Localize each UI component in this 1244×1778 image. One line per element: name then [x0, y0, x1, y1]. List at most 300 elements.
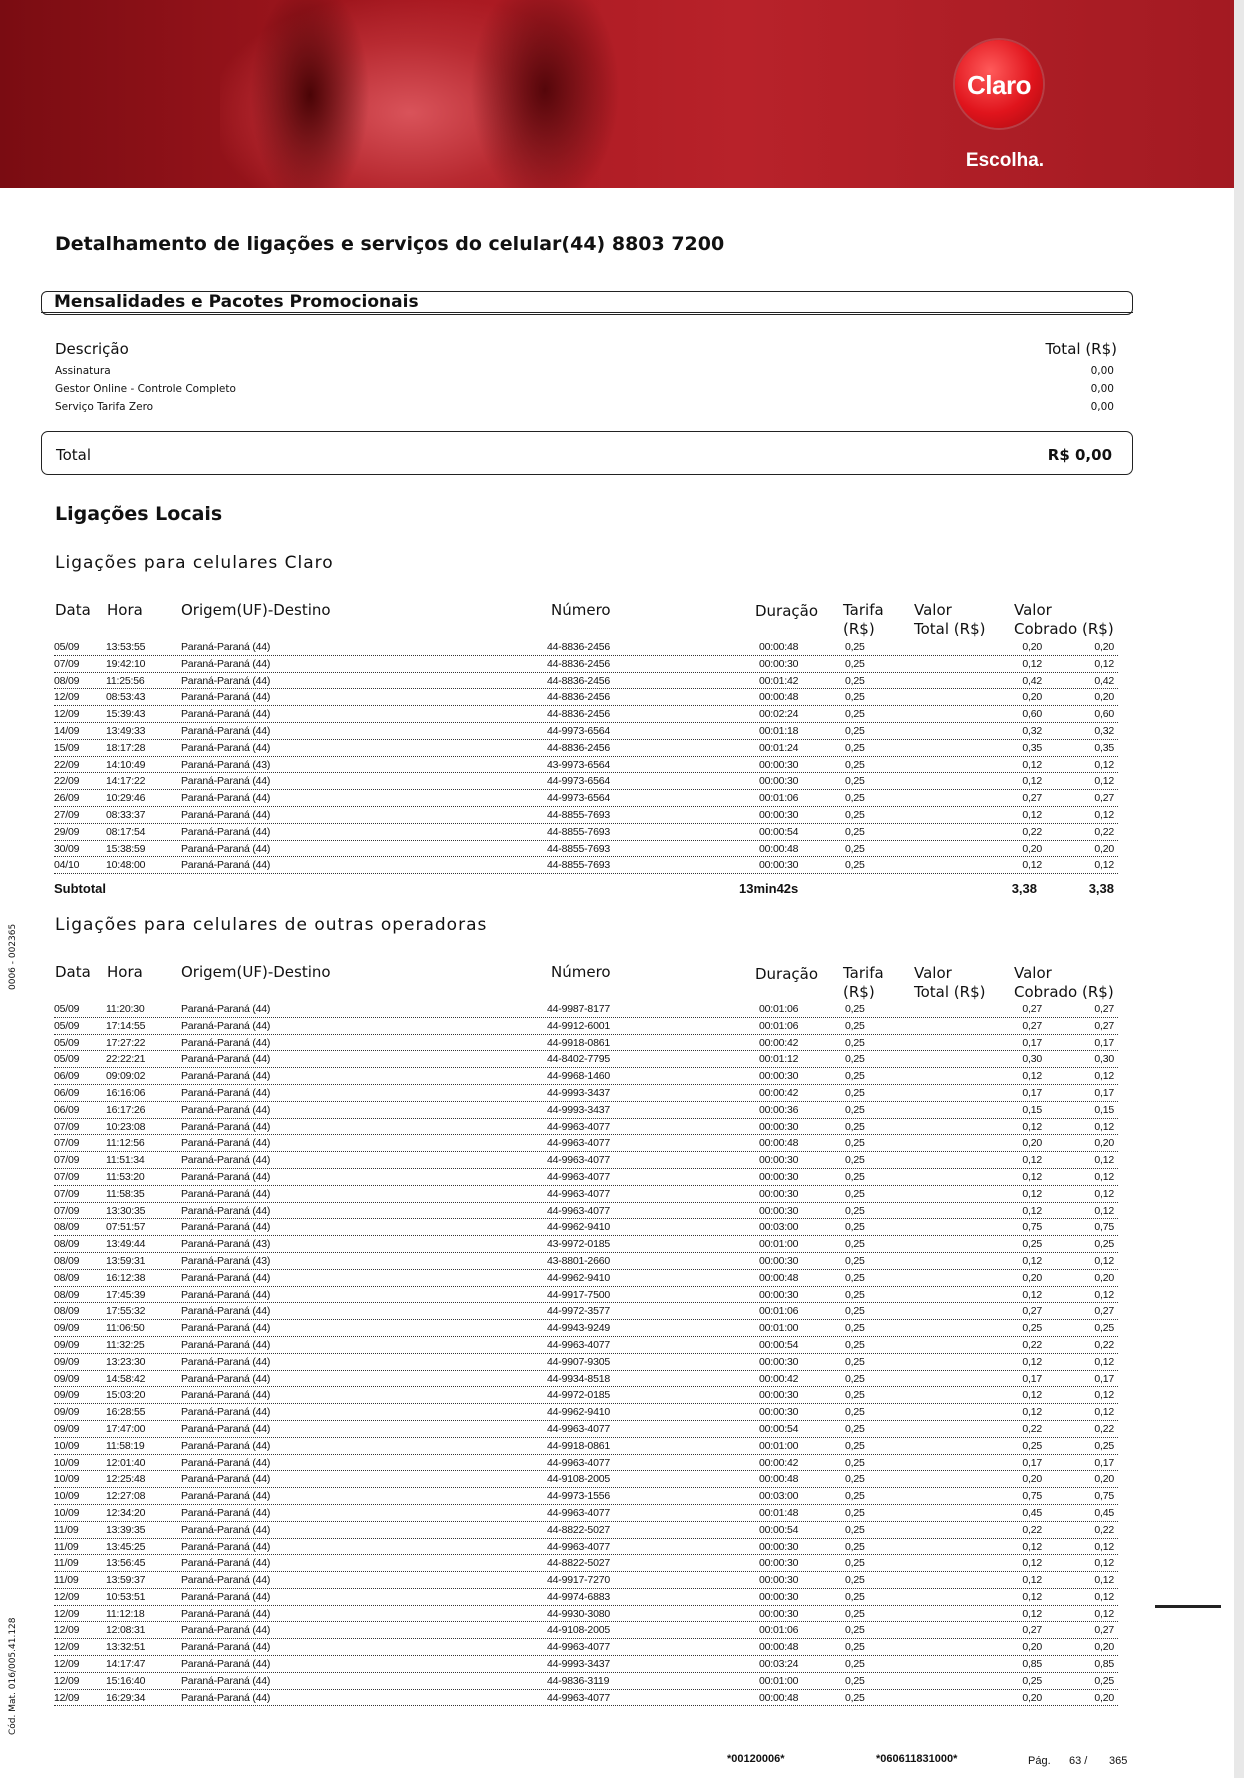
call-duration: 00:00:30	[759, 1389, 799, 1402]
call-tariff: 0,25	[845, 1372, 865, 1385]
call-charged-value: 0,12	[1094, 775, 1114, 788]
table-row	[54, 641, 1118, 658]
mensalidades-total-box	[41, 431, 1133, 475]
dotted-leader	[54, 1017, 1118, 1018]
call-date: 12/09	[54, 708, 80, 721]
dotted-leader	[54, 1420, 1118, 1421]
call-time: 16:29:34	[106, 1691, 146, 1704]
call-origin: Paraná-Paraná (43)	[181, 758, 271, 771]
call-total-value: 0,30	[1022, 1053, 1042, 1066]
call-tariff: 0,25	[845, 724, 865, 737]
call-duration: 00:00:30	[759, 1590, 799, 1603]
call-origin: Paraná-Paraná (44)	[181, 1574, 271, 1587]
call-duration: 00:01:00	[759, 1238, 799, 1251]
call-time: 13:39:35	[106, 1523, 146, 1536]
table-row	[54, 1473, 1118, 1490]
call-charged-value: 0,12	[1094, 1389, 1114, 1402]
call-time: 16:28:55	[106, 1406, 146, 1419]
dotted-leader	[54, 1403, 1118, 1404]
call-tariff: 0,25	[845, 641, 865, 653]
call-total-value: 0,12	[1022, 1540, 1042, 1553]
call-date: 10/09	[54, 1490, 80, 1503]
call-origin: Paraná-Paraná (44)	[181, 1691, 271, 1704]
call-origin: Paraná-Paraná (44)	[181, 1305, 271, 1318]
call-tariff: 0,25	[845, 1019, 865, 1032]
dotted-leader	[54, 1185, 1118, 1186]
item-total: 0,00	[1090, 365, 1114, 377]
dotted-leader	[54, 1370, 1118, 1371]
call-time: 13:59:31	[106, 1254, 146, 1267]
call-charged-value: 0,17	[1094, 1372, 1114, 1385]
table-row	[54, 1188, 1118, 1205]
call-time: 16:12:38	[106, 1271, 146, 1284]
call-tariff: 0,25	[845, 1238, 865, 1251]
call-number: 44-8836-2456	[547, 657, 610, 670]
call-origin: Paraná-Paraná (44)	[181, 1120, 271, 1133]
table-row	[54, 1020, 1118, 1037]
call-time: 09:09:02	[106, 1070, 146, 1083]
call-time: 14:17:47	[106, 1658, 146, 1671]
call-origin: Paraná-Paraná (44)	[181, 859, 271, 872]
call-origin: Paraná-Paraná (44)	[181, 1406, 271, 1419]
call-tariff: 0,25	[845, 1590, 865, 1603]
call-time: 10:48:00	[106, 859, 146, 872]
call-origin: Paraná-Paraná (44)	[181, 1456, 271, 1469]
call-time: 13:49:44	[106, 1238, 146, 1251]
call-total-value: 0,17	[1022, 1086, 1042, 1099]
table-row	[54, 1070, 1118, 1087]
call-tariff: 0,25	[845, 1422, 865, 1435]
call-tariff: 0,25	[845, 1523, 865, 1536]
call-time: 17:14:55	[106, 1019, 146, 1032]
footer-page-total: 365	[1109, 1755, 1128, 1767]
call-number: 44-9963-4077	[547, 1170, 610, 1183]
call-date: 11/09	[54, 1523, 79, 1536]
call-charged-value: 0,12	[1094, 859, 1114, 872]
mensalidades-rule	[41, 312, 1133, 313]
claro-calls-table	[54, 641, 1118, 876]
table-row	[54, 1272, 1118, 1289]
call-date: 06/09	[54, 1103, 80, 1116]
call-charged-value: 0,12	[1094, 1154, 1114, 1167]
dotted-leader	[54, 1689, 1118, 1690]
call-charged-value: 0,60	[1094, 708, 1114, 721]
subtotal-valor-cobrado: 3,38	[1088, 881, 1114, 896]
item-desc: Assinatura	[55, 365, 111, 377]
dotted-leader	[54, 1302, 1118, 1303]
dotted-leader	[54, 1638, 1118, 1639]
table-row	[54, 708, 1118, 725]
dotted-leader	[54, 1487, 1118, 1488]
table-row	[54, 1675, 1118, 1692]
call-total-value: 0,22	[1022, 1338, 1042, 1351]
call-tariff: 0,25	[845, 1036, 865, 1049]
call-tariff: 0,25	[845, 1439, 865, 1452]
call-total-value: 0,15	[1022, 1103, 1042, 1116]
dotted-leader	[54, 789, 1118, 790]
table-row	[54, 1121, 1118, 1138]
call-date: 27/09	[54, 808, 80, 821]
call-origin: Paraná-Paraná (44)	[181, 1557, 271, 1570]
call-total-value: 0,20	[1022, 1691, 1042, 1704]
call-charged-value: 0,85	[1094, 1658, 1114, 1671]
logo-text: Claro	[967, 70, 1031, 100]
call-date: 08/09	[54, 674, 80, 687]
dotted-leader	[54, 1672, 1118, 1673]
call-origin: Paraná-Paraná (44)	[181, 1372, 271, 1385]
call-charged-value: 0,45	[1094, 1506, 1114, 1519]
table-row	[54, 1154, 1118, 1171]
call-total-value: 0,20	[1022, 842, 1042, 855]
table-row	[54, 859, 1118, 876]
call-total-value: 0,12	[1022, 1355, 1042, 1368]
call-number: 44-9918-0861	[547, 1439, 610, 1452]
call-time: 16:17:26	[106, 1103, 146, 1116]
call-number: 44-8836-2456	[547, 691, 610, 704]
call-date: 22/09	[54, 758, 80, 771]
call-total-value: 0,12	[1022, 1389, 1042, 1402]
call-origin: Paraná-Paraná (44)	[181, 1154, 271, 1167]
col-valor-total	[914, 964, 985, 1002]
col-tarifa	[843, 601, 884, 639]
call-tariff: 0,25	[845, 1137, 865, 1150]
call-duration: 00:00:42	[759, 1456, 799, 1469]
call-date: 08/09	[54, 1238, 80, 1251]
call-time: 11:58:35	[106, 1187, 145, 1200]
call-duration: 00:01:42	[759, 674, 799, 687]
call-origin: Paraná-Paraná (44)	[181, 1338, 271, 1351]
col-valor-total-label: Valor	[914, 964, 952, 982]
call-time: 12:08:31	[106, 1624, 146, 1637]
call-tariff: 0,25	[845, 1490, 865, 1503]
dotted-leader	[54, 1386, 1118, 1387]
call-total-value: 0,22	[1022, 825, 1042, 838]
call-charged-value: 0,12	[1094, 1204, 1114, 1217]
call-number: 44-9934-8518	[547, 1372, 610, 1385]
call-origin: Paraná-Paraná (44)	[181, 657, 271, 670]
call-total-value: 0,12	[1022, 1204, 1042, 1217]
call-number: 44-9943-9249	[547, 1322, 610, 1335]
call-number: 44-9973-6564	[547, 724, 610, 737]
call-number: 44-9963-4077	[547, 1204, 610, 1217]
call-duration: 00:00:42	[759, 1372, 799, 1385]
call-total-value: 0,32	[1022, 724, 1042, 737]
dotted-leader	[54, 856, 1118, 857]
table-row	[54, 809, 1118, 826]
call-date: 07/09	[54, 1187, 80, 1200]
call-time: 13:45:25	[106, 1540, 146, 1553]
col-data: Data	[55, 963, 91, 981]
dotted-leader	[54, 1470, 1118, 1471]
call-origin: Paraná-Paraná (44)	[181, 1221, 271, 1234]
dotted-leader	[54, 1034, 1118, 1035]
table-row	[54, 1524, 1118, 1541]
call-date: 05/09	[54, 641, 80, 653]
call-time: 08:33:37	[106, 808, 146, 821]
call-duration: 00:03:00	[759, 1490, 799, 1503]
call-total-value: 0,12	[1022, 1590, 1042, 1603]
col-tarifa-label: Tarifa	[843, 601, 884, 619]
call-time: 07:51:57	[106, 1221, 146, 1234]
call-tariff: 0,25	[845, 1003, 865, 1015]
call-total-value: 0,17	[1022, 1456, 1042, 1469]
dotted-leader	[54, 1521, 1118, 1522]
call-date: 09/09	[54, 1389, 80, 1402]
dotted-leader	[54, 1235, 1118, 1236]
call-origin: Paraná-Paraná (44)	[181, 1355, 271, 1368]
call-total-value: 0,12	[1022, 657, 1042, 670]
call-total-value: 0,35	[1022, 741, 1042, 754]
table-row	[54, 1440, 1118, 1457]
call-number: 44-8822-5027	[547, 1523, 610, 1536]
call-duration: 00:00:30	[759, 1540, 799, 1553]
table-row	[54, 1221, 1118, 1238]
claro-logo	[955, 40, 1043, 128]
call-origin: Paraná-Paraná (44)	[181, 1389, 271, 1402]
call-total-value: 0,25	[1022, 1238, 1042, 1251]
call-date: 07/09	[54, 1137, 80, 1150]
call-date: 06/09	[54, 1070, 80, 1083]
call-charged-value: 0,12	[1094, 1187, 1114, 1200]
col-data: Data	[55, 601, 91, 619]
call-total-value: 0,75	[1022, 1221, 1042, 1234]
call-origin: Paraná-Paraná (44)	[181, 641, 271, 653]
dotted-leader	[54, 1118, 1118, 1119]
call-time: 22:22:21	[106, 1053, 146, 1066]
call-tariff: 0,25	[845, 758, 865, 771]
col-valor-cobrado	[1014, 601, 1114, 639]
call-duration: 00:01:48	[759, 1506, 799, 1519]
call-duration: 00:00:30	[759, 1170, 799, 1183]
call-charged-value: 0,17	[1094, 1036, 1114, 1049]
call-time: 12:25:48	[106, 1473, 146, 1486]
page-edge	[1234, 0, 1244, 1778]
call-time: 11:25:56	[106, 674, 145, 687]
call-number: 44-8836-2456	[547, 708, 610, 721]
call-tariff: 0,25	[845, 674, 865, 687]
call-duration: 00:00:30	[759, 1204, 799, 1217]
call-number: 44-8855-7693	[547, 842, 610, 855]
call-duration: 00:00:30	[759, 1607, 799, 1620]
call-number: 44-8836-2456	[547, 741, 610, 754]
call-tariff: 0,25	[845, 1120, 865, 1133]
call-time: 17:45:39	[106, 1288, 146, 1301]
footer-code-2: *060611831000*	[876, 1753, 958, 1765]
call-number: 44-9962-9410	[547, 1406, 610, 1419]
call-duration: 00:01:06	[759, 1305, 799, 1318]
call-date: 11/09	[54, 1574, 79, 1587]
call-duration: 00:00:30	[759, 1574, 799, 1587]
col-valor-total-label: Valor	[914, 601, 952, 619]
call-time: 17:27:22	[106, 1036, 146, 1049]
call-tariff: 0,25	[845, 1691, 865, 1704]
table-row	[54, 1171, 1118, 1188]
call-origin: Paraná-Paraná (44)	[181, 1086, 271, 1099]
dotted-leader	[54, 722, 1118, 723]
call-date: 08/09	[54, 1271, 80, 1284]
call-charged-value: 0,22	[1094, 1422, 1114, 1435]
call-total-value: 0,25	[1022, 1674, 1042, 1687]
call-number: 44-9973-1556	[547, 1490, 610, 1503]
call-date: 05/09	[54, 1053, 80, 1066]
table-row	[54, 1692, 1118, 1709]
col-valor-cobrado	[1014, 964, 1114, 1002]
call-date: 07/09	[54, 1154, 80, 1167]
call-duration: 00:00:30	[759, 1355, 799, 1368]
call-number: 44-9963-4077	[547, 1137, 610, 1150]
outras-calls-table	[54, 1003, 1118, 1708]
table-row	[54, 826, 1118, 843]
call-charged-value: 0,12	[1094, 1590, 1114, 1603]
dotted-leader	[54, 1538, 1118, 1539]
call-tariff: 0,25	[845, 657, 865, 670]
dotted-leader	[54, 1336, 1118, 1337]
dotted-leader	[54, 655, 1118, 656]
call-tariff: 0,25	[845, 741, 865, 754]
call-tariff: 0,25	[845, 1271, 865, 1284]
item-total: 0,00	[1090, 383, 1114, 395]
call-charged-value: 0,27	[1094, 792, 1114, 805]
call-date: 05/09	[54, 1019, 80, 1032]
call-total-value: 0,25	[1022, 1439, 1042, 1452]
dotted-leader	[54, 1134, 1118, 1135]
call-date: 09/09	[54, 1422, 80, 1435]
call-number: 44-9963-4077	[547, 1540, 610, 1553]
call-date: 08/09	[54, 1221, 80, 1234]
call-duration: 00:01:00	[759, 1674, 799, 1687]
call-tariff: 0,25	[845, 1473, 865, 1486]
call-total-value: 0,12	[1022, 1120, 1042, 1133]
col-valor-total-label-2: Total (R$)	[914, 983, 986, 1001]
col-tarifa-label: Tarifa	[843, 964, 884, 982]
call-number: 44-9963-4077	[547, 1338, 610, 1351]
call-time: 11:32:25	[106, 1338, 145, 1351]
call-total-value: 0,17	[1022, 1036, 1042, 1049]
call-origin: Paraná-Paraná (44)	[181, 741, 271, 754]
call-duration: 00:00:30	[759, 657, 799, 670]
call-number: 44-9963-4077	[547, 1187, 610, 1200]
call-origin: Paraná-Paraná (44)	[181, 1322, 271, 1335]
table-row	[54, 1608, 1118, 1625]
col-descricao: Descrição	[55, 340, 129, 358]
dotted-leader	[54, 1437, 1118, 1438]
call-date: 09/09	[54, 1322, 80, 1335]
call-duration: 00:03:00	[759, 1221, 799, 1234]
call-charged-value: 0,12	[1094, 1120, 1114, 1133]
call-time: 12:01:40	[106, 1456, 146, 1469]
call-origin: Paraná-Paraná (44)	[181, 1187, 271, 1200]
table-row	[54, 1104, 1118, 1121]
call-origin: Paraná-Paraná (44)	[181, 674, 271, 687]
call-origin: Paraná-Paraná (43)	[181, 1254, 271, 1267]
call-time: 13:59:37	[106, 1574, 146, 1587]
col-origem: Origem(UF)-Destino	[181, 963, 331, 981]
call-number: 44-9963-4077	[547, 1154, 610, 1167]
call-number: 44-9918-0861	[547, 1036, 610, 1049]
table-row	[54, 1305, 1118, 1322]
call-total-value: 0,85	[1022, 1658, 1042, 1671]
call-number: 44-9963-4077	[547, 1506, 610, 1519]
call-origin: Paraná-Paraná (44)	[181, 1070, 271, 1083]
call-origin: Paraná-Paraná (44)	[181, 1490, 271, 1503]
call-date: 12/09	[54, 1590, 80, 1603]
table-row	[54, 792, 1118, 809]
call-date: 10/09	[54, 1506, 80, 1519]
call-charged-value: 0,20	[1094, 1137, 1114, 1150]
call-date: 07/09	[54, 1120, 80, 1133]
call-charged-value: 0,20	[1094, 1473, 1114, 1486]
call-charged-value: 0,20	[1094, 1641, 1114, 1654]
call-total-value: 0,27	[1022, 792, 1042, 805]
call-time: 17:55:32	[106, 1305, 146, 1318]
call-origin: Paraná-Paraná (44)	[181, 1658, 271, 1671]
call-total-value: 0,12	[1022, 1607, 1042, 1620]
call-duration: 00:00:48	[759, 1691, 799, 1704]
table-row	[54, 1406, 1118, 1423]
call-tariff: 0,25	[845, 1170, 865, 1183]
call-tariff: 0,25	[845, 691, 865, 704]
call-origin: Paraná-Paraná (44)	[181, 1422, 271, 1435]
call-time: 12:27:08	[106, 1490, 146, 1503]
table-row	[54, 1289, 1118, 1306]
call-time: 11:20:30	[106, 1003, 145, 1015]
dotted-leader	[54, 672, 1118, 673]
call-total-value: 0,12	[1022, 1170, 1042, 1183]
call-tariff: 0,25	[845, 1506, 865, 1519]
call-duration: 00:00:42	[759, 1036, 799, 1049]
call-duration: 00:02:24	[759, 708, 799, 721]
call-total-value: 0,42	[1022, 674, 1042, 687]
call-number: 44-9963-4077	[547, 1422, 610, 1435]
call-total-value: 0,60	[1022, 708, 1042, 721]
col-hora: Hora	[107, 963, 143, 981]
call-number: 44-9108-2005	[547, 1473, 610, 1486]
table-row	[54, 1557, 1118, 1574]
call-duration: 00:01:06	[759, 1003, 799, 1015]
call-tariff: 0,25	[845, 1305, 865, 1318]
call-duration: 00:01:12	[759, 1053, 799, 1066]
call-total-value: 0,12	[1022, 859, 1042, 872]
dotted-leader	[54, 1621, 1118, 1622]
call-date: 26/09	[54, 792, 80, 805]
call-duration: 00:00:30	[759, 1187, 799, 1200]
table-row	[54, 843, 1118, 860]
call-duration: 00:00:30	[759, 1254, 799, 1267]
col-valor-cobrado-label-2: Cobrado (R$)	[1014, 620, 1114, 638]
call-charged-value: 0,27	[1094, 1003, 1114, 1015]
call-time: 15:39:43	[106, 708, 146, 721]
call-origin: Paraná-Paraná (44)	[181, 708, 271, 721]
call-number: 44-9962-9410	[547, 1221, 610, 1234]
call-duration: 00:01:00	[759, 1322, 799, 1335]
call-number: 44-8855-7693	[547, 859, 610, 872]
call-origin: Paraná-Paraná (44)	[181, 808, 271, 821]
call-duration: 00:00:30	[759, 1154, 799, 1167]
call-duration: 00:00:30	[759, 758, 799, 771]
call-time: 12:34:20	[106, 1506, 146, 1519]
call-origin: Paraná-Paraná (44)	[181, 1607, 271, 1620]
call-duration: 00:00:54	[759, 1422, 799, 1435]
call-number: 44-8822-5027	[547, 1557, 610, 1570]
call-origin: Paraná-Paraná (44)	[181, 1053, 271, 1066]
page-title: Detalhamento de ligações e serviços do celular(44) 8803 7200	[55, 233, 725, 255]
call-time: 13:32:51	[106, 1641, 146, 1654]
call-total-value: 0,12	[1022, 758, 1042, 771]
dotted-leader	[54, 840, 1118, 841]
call-charged-value: 0,12	[1094, 808, 1114, 821]
call-total-value: 0,12	[1022, 1187, 1042, 1200]
call-time: 13:49:33	[106, 724, 146, 737]
